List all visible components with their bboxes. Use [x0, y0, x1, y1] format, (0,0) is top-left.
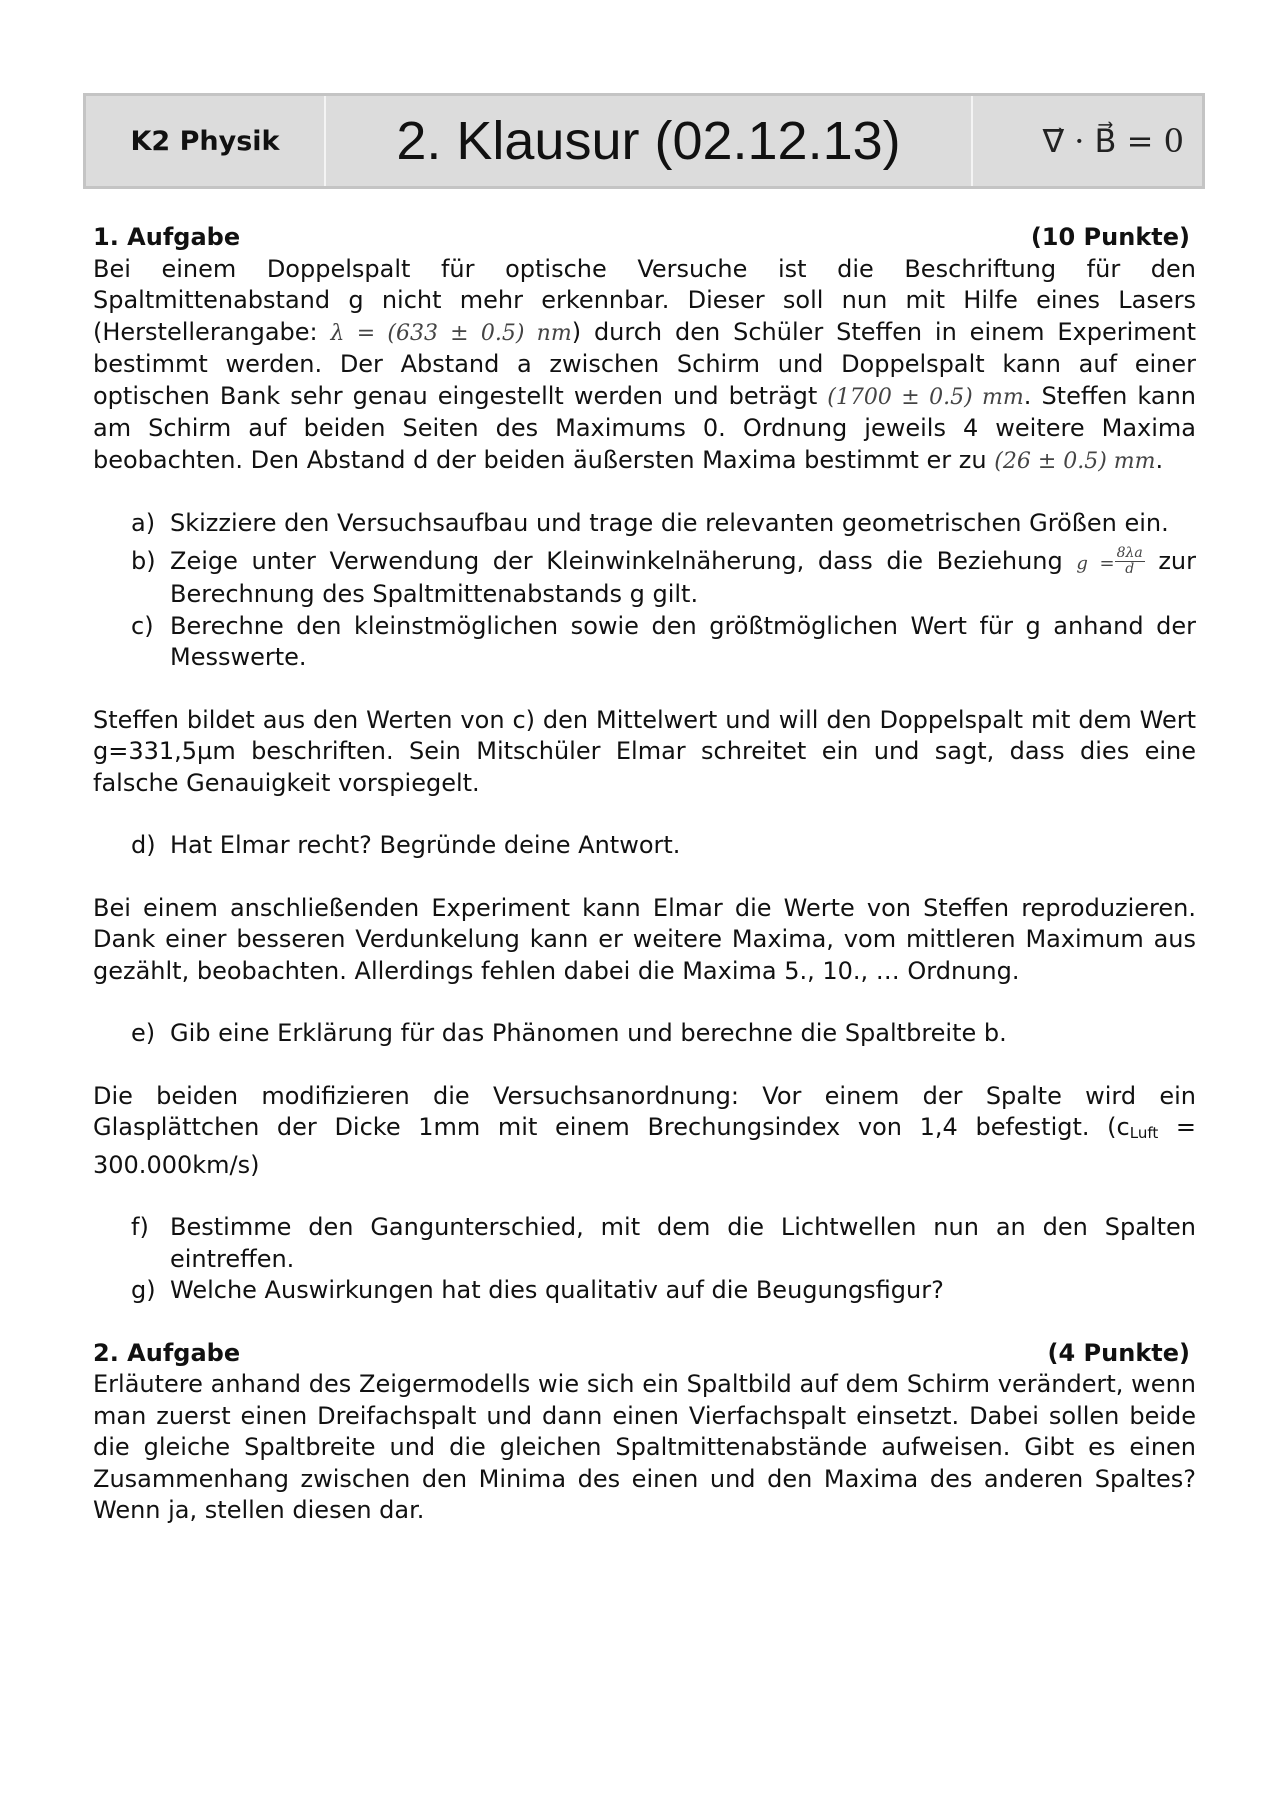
course-label: K2 Physik	[86, 96, 326, 186]
subtask-text: zur Berechnung des Spaltmittenabstands g gilt.	[170, 546, 1197, 608]
subtask-text: Berechne den kleinstmöglichen sowie den größtmöglichen Wert für g anhand der Messwerte.	[170, 611, 1196, 671]
exam-content	[93, 222, 1196, 1527]
exam-header	[83, 93, 1205, 189]
g-formula-fraction	[1115, 546, 1145, 577]
subtask-g	[93, 1275, 1196, 1307]
task1-paragraph-3: Bei einem anschließenden Experiment kann Elmar die Werte von Steffen reproduzieren. Dank einer besseren Verdunkelung kann er weitere Maxima, vom mittleren Maximum aus gezählt, beobachten. Allerdings fehlen dabei die Maxima 5., 10., … Ordnung.	[93, 893, 1196, 985]
task1-title: 1. Aufgabe	[93, 223, 241, 251]
task2-heading	[93, 1338, 1196, 1370]
subtask-label: c)	[131, 611, 154, 640]
c-luft-subscript: Luft	[1129, 1124, 1159, 1142]
subtask-label: g)	[131, 1276, 156, 1304]
subtask-d	[93, 830, 1196, 862]
task1-paragraph-4	[93, 1081, 1196, 1182]
subtask-text: Welche Auswirkungen hat dies qualitativ auf die Beugungsfigur?	[170, 1276, 944, 1304]
lambda-formula: λ = (633 ± 0.5) nm	[330, 320, 572, 346]
subtasks-fg	[93, 1212, 1196, 1307]
subtask-text: Zeige unter Verwendung der Kleinwinkelnäherung, dass die Beziehung	[170, 546, 1077, 575]
task1-paragraph-2: Steffen bildet aus den Werten von c) den Mittelwert und will den Doppelspalt mit dem Wert g=331,5µm beschriften. Sein Mitschüler Elmar schreitet ein und sagt, dass dies eine falsche Genauigkeit vorspiegelt.	[93, 705, 1196, 797]
subtask-text: Bestimme den Gangunterschied, mit dem die Lichtwellen nun an den Spalten eintreffen.	[170, 1213, 1196, 1273]
g-formula-lhs: g =	[1076, 552, 1115, 574]
subtask-label: b)	[131, 546, 156, 575]
subtask-a	[93, 508, 1196, 540]
distance-formula: (1700 ± 0.5) mm	[827, 384, 1024, 410]
subtask-label: f)	[131, 1213, 149, 1241]
subtask-e	[93, 1018, 1196, 1050]
subtask-label: d)	[131, 831, 156, 859]
fraction-numerator: 8λa	[1116, 545, 1143, 561]
subtask-text: Hat Elmar recht? Begründe deine Antwort.	[170, 831, 681, 859]
para4-text-b: = 300.000km/s)	[93, 1113, 1196, 1179]
intro-text-d: .	[1155, 445, 1164, 474]
task1-heading	[93, 222, 1196, 254]
task2-title: 2. Aufgabe	[93, 1338, 241, 1367]
subtask-b	[93, 546, 1196, 611]
intro-text-c: . Steffen kann am Schirm auf beiden Seiten des Maximums 0. Ordnung jeweils 4 weitere Maxima beobachten. Den Abstand d der beiden äußersten Maxima bestimmt er zu	[93, 381, 1196, 474]
subtask-text: Gib eine Erklärung für das Phänomen und berechne die Spaltbreite b.	[170, 1019, 1007, 1047]
fraction-denominator: d	[1125, 561, 1135, 577]
subtask-f	[93, 1212, 1196, 1275]
subtask-c	[93, 611, 1196, 674]
task2-points: (4 Punkte)	[1047, 1338, 1190, 1367]
subtasks-abc	[93, 508, 1196, 674]
subtask-label: e)	[131, 1019, 156, 1047]
intro-text-a: Bei einem Doppelspalt für optische Versuche ist die Beschriftung für den Spaltmittenabstand g nicht mehr erkennbar. Dieser soll nun mit Hilfe eines Lasers (Herstellerangabe:	[93, 254, 1196, 346]
subtask-text: Skizziere den Versuchsaufbau und trage die relevanten geometrischen Größen ein.	[170, 509, 1169, 537]
subtask-d-list	[93, 830, 1196, 862]
subtask-e-list	[93, 1018, 1196, 1050]
d-value-formula: (26 ± 0.5) mm	[994, 448, 1156, 474]
task1-intro	[93, 254, 1196, 478]
task1-points: (10 Punkte)	[1030, 223, 1190, 251]
exam-title: 2. Klausur (02.12.13)	[326, 96, 973, 186]
para4-text-a: Die beiden modifizieren die Versuchsanordnung: Vor einem der Spalte wird ein Glasplättchen der Dicke 1mm mit einem Brechungsindex von 1,4 befestigt. (c	[93, 1081, 1196, 1141]
task2-text: Erläutere anhand des Zeigermodells wie sich ein Spaltbild auf dem Schirm verändert, wenn man zuerst einen Dreifachspalt und dann einen Vierfachspalt einsetzt. Dabei sollen beide die gleiche Spaltbreite und die gleichen Spaltmittenabstände aufweisen. Gibt es einen Zusammenhang zwischen den Minima des einen und den Maxima des anderen Spaltes? Wenn ja, stellen diesen dar.	[93, 1370, 1196, 1524]
subtask-label: a)	[131, 509, 156, 537]
intro-text-b: ) durch den Schüler Steffen in einem Experiment bestimmt werden. Der Abstand a zwischen Schirm und Doppelspalt kann auf einer optischen Bank sehr genau eingestellt werden und beträgt	[93, 317, 1197, 410]
header-formula: ∇⃗ · B⃗ = 0	[973, 96, 1202, 186]
